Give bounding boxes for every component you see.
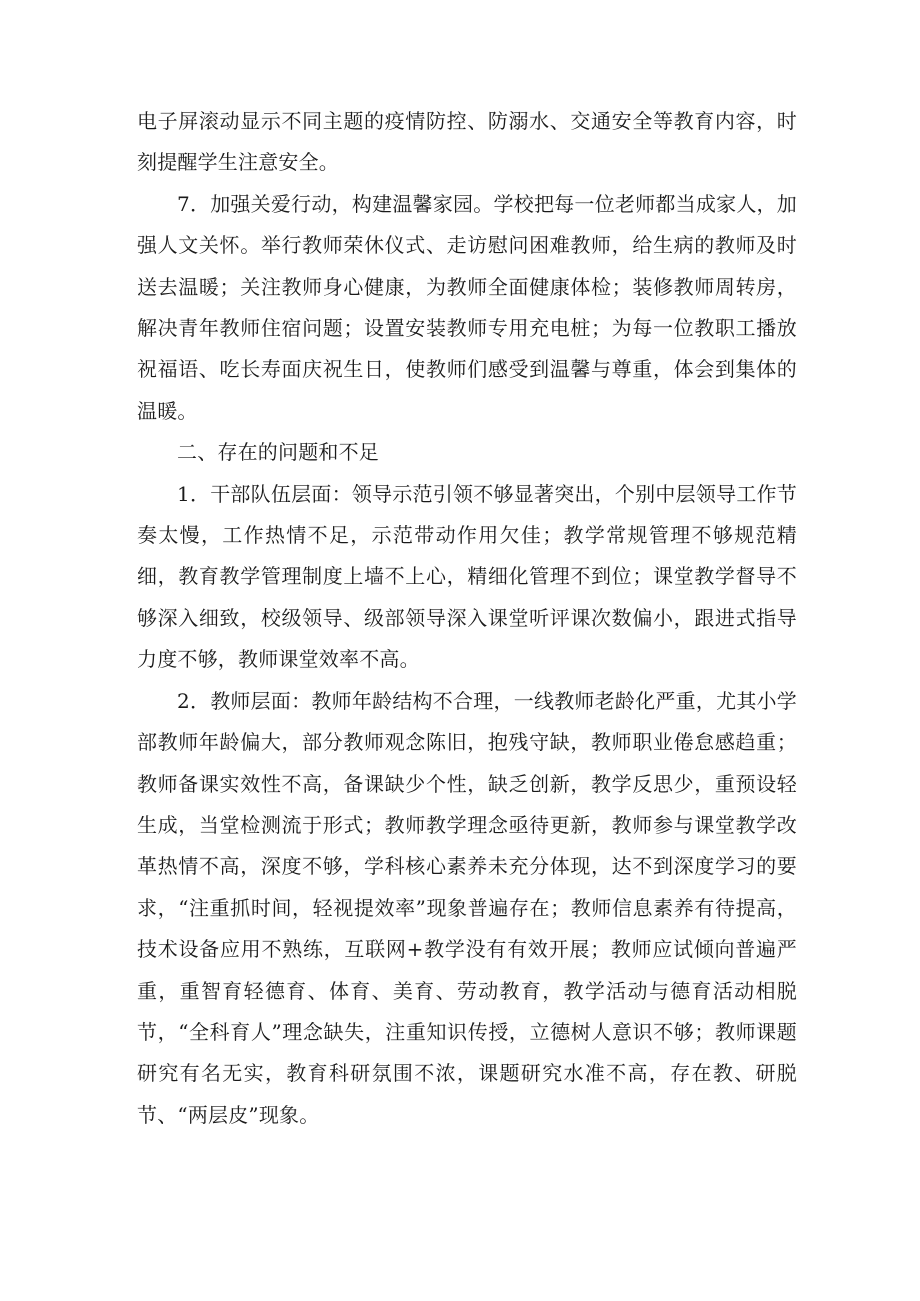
paragraph-item-7-care-action: 7．加强关爱行动，构建温馨家园。学校把每一位老师都当成家人，加强人文关怀。举行教师荣休仪式、走访慰问困难教师，给生病的教师及时送去温暖；关注教师身心健康，为教师全面健康体检；装修教师周转房，解决青年教师住宿问题；设置安装教师专用充电桩；为每一位教职工播放祝福语、吃长寿面庆祝生日，使教师们感受到温馨与尊重，体会到集体的温暖。 [137,191,797,423]
paragraph-continuation: 电子屏滚动显示不同主题的疫情防控、防溺水、交通安全等教育内容，时刻提醒学生注意安全。 [137,109,797,175]
document-body [137,101,797,1136]
paragraph-item-1-cadre-level: 1．干部队伍层面：领导示范引领不够显著突出，个别中层领导工作节奏太慢，工作热情不足，示范带动作用欠佳；教学常规管理不够规范精细，教育教学管理制度上墙不上心，精细化管理不到位；课堂教学督导不够深入细致，校级领导、级部领导深入课堂听评课次数偏小，跟进式指导力度不够，教师课堂效率不高。 [137,481,797,672]
paragraph-item-2-teacher-level: 2．教师层面：教师年龄结构不合理，一线教师老龄化严重，尤其小学部教师年龄偏大，部分教师观念陈旧，抱残守缺，教师职业倦怠感趋重；教师备课实效性不高，备课缺少个性，缺乏创新，教学反思少，重预设轻生成，当堂检测流于形式；教师教学理念亟待更新，教师参与课堂教学改革热情不高，深度不够，学科核心素养未充分体现，达不到深度学习的要求，“注重抓时间，轻视提效率”现象普遍存在；教师信息素养有待提高，技术设备应用不熟练，互联网+教学没有有效开展；教师应试倾向普遍严重，重智育轻德育、体育、美育、劳动教育，教学活动与德育活动相脱节，“全科育人”理念缺失，注重知识传授，立德树人意识不够；教师课题研究有名无实，教育科研氛围不浓，课题研究水准不高，存在教、研脱节、“两层皮”现象。 [137,688,797,1127]
section-heading-problems: 二、存在的问题和不足 [177,440,379,465]
